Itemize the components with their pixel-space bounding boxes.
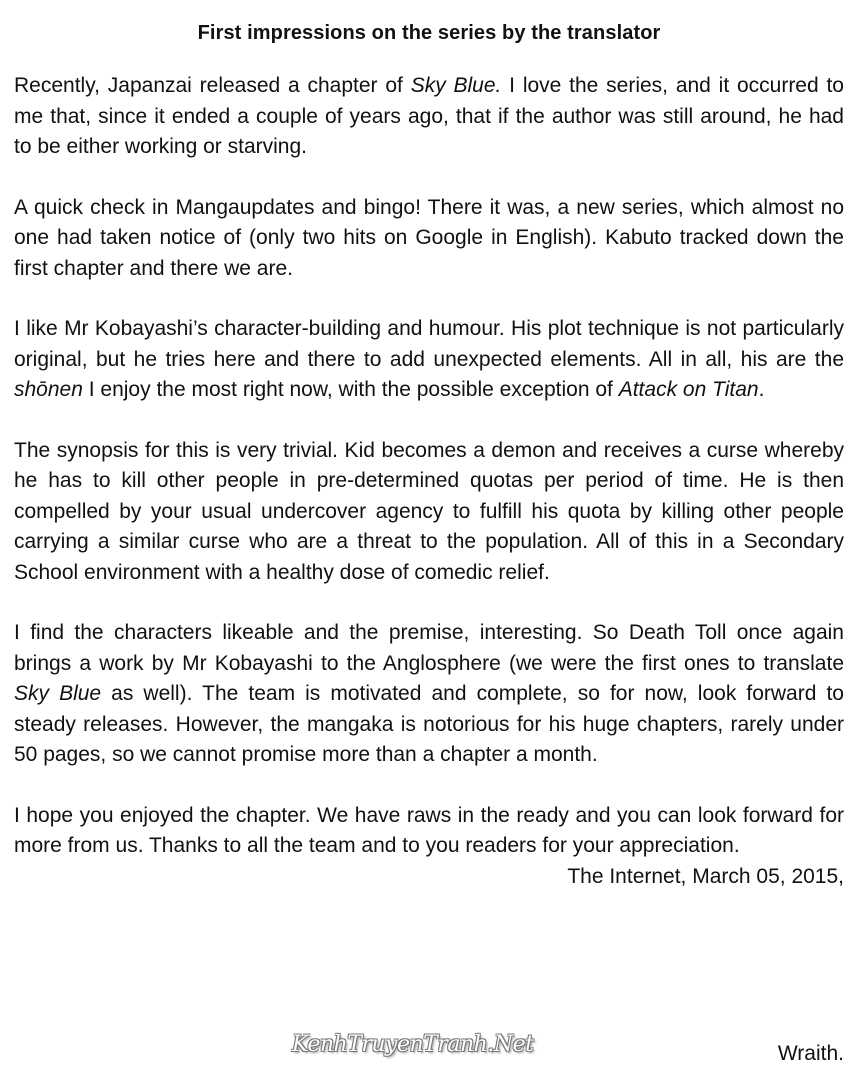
paragraph-5: I find the characters likeable and the premise, interesting. So Death Toll once again brings a work by Mr Kobayashi to the Anglosphere (we were the first ones to translate Sky Blue as well). The team is motivated and complete, so for now, look forward to steady releases. However, the mangaka is notorious for his huge chapters, rarely under 50 pages, so we cannot promise more than a chapter a month. (14, 621, 844, 766)
page-title: First impressions on the series by the translator (197, 22, 661, 44)
series-title-attack-on-titan: Attack on Titan (618, 378, 759, 401)
watermark-logo: KenhTruyenTranh.Net (292, 1032, 534, 1057)
translator-note (14, 22, 844, 892)
series-title-sky-blue: Sky Blue. (410, 74, 502, 97)
paragraph-6: I hope you enjoyed the chapter. We have raws in the ready and you can look forward for more from us. Thanks to all the team and to you readers for your appreciation. (14, 803, 844, 857)
signature: Wraith. (777, 1042, 844, 1065)
paragraph-4: The synopsis for this is very trivial. Kid becomes a demon and receives a curse whereby he has to kill other people in pre-determined quotas per period of time. He is then compelled by your usual undercover agency to fulfill his quota by killing other people carrying a similar curse who are a threat to the population. All of this in a Secondary School environment with a healthy dose of comedic relief. (14, 438, 844, 584)
series-title-sky-blue-2: Sky Blue (14, 682, 102, 705)
paragraph-2: A quick check in Mangaupdates and bingo! There it was, a new series, which almost no one had taken notice of (only two hits on Google in English). Kabuto tracked down the first chapter and there we are. (14, 195, 844, 280)
paragraph-3: I like Mr Kobayashi’s character-building and humour. His plot technique is not particularly original, but he tries here and there to add unexpected elements. All in all, his are the shōnen I enjoy the most right now, with the possible exception of Attack on Titan. (14, 317, 844, 401)
footer (14, 1026, 844, 1066)
paragraph-1: Recently, Japanzai released a chapter of Sky Blue. I love the series, and it occurred to me that, since it ended a couple of years ago, that if the author was still around, he had to be either working or starving. (14, 74, 844, 158)
dateline: The Internet, March 05, 2015, (567, 864, 844, 888)
term-shonen: shōnen (14, 378, 83, 401)
